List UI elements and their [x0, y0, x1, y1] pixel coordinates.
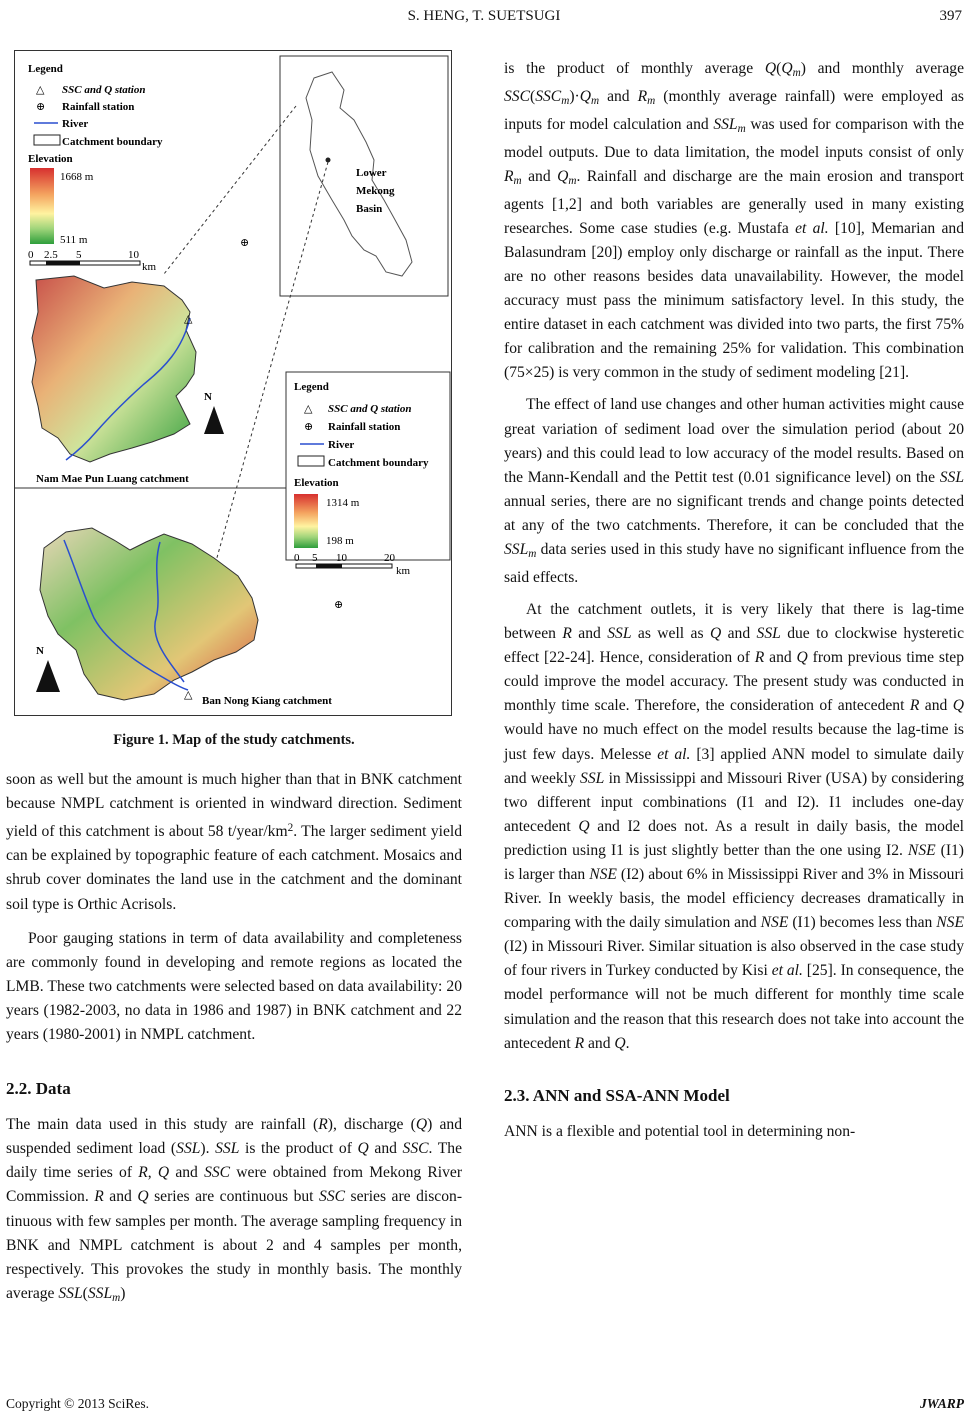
north-arrow-bnk-icon — [36, 660, 60, 692]
nmpl-catchment-shape — [32, 276, 196, 462]
pointer-nmpl — [164, 106, 296, 274]
paragraph: The effect of land use changes and other human activities might cause great variation of sediment load over the simulation period (about 20 years) and this could lead to low accuracy of the model results. Based on the Mann-Kendall and the Pettit test (0.01 significance level) on the SSL annual series, there are no significant trends and change points detected at any of the two catchments. Therefore, it can be concluded that the $SSL_m$ data series used in this study have no significant influence from the said effects. — [504, 396, 964, 586]
elev-high-label: 1668 m — [60, 171, 94, 183]
svg-text:1314 m: 1314 m — [326, 497, 360, 509]
running-header — [0, 4, 968, 34]
section-heading: 2.2. Data — [6, 1079, 71, 1099]
north-arrow-nmpl: N — [204, 391, 212, 403]
svg-text:⊕: ⊕ — [304, 421, 314, 433]
page-footer — [6, 1396, 964, 1412]
svg-text:△: △ — [304, 403, 313, 415]
legend-river-label: River — [62, 118, 89, 130]
nmpl-name: Nam Mae Pun Luang catchment — [36, 473, 189, 485]
legend-title: Legend — [28, 63, 63, 75]
bnk-name: Ban Nong Kiang catchment — [202, 695, 332, 707]
svg-text:10: 10 — [336, 552, 347, 564]
svg-text:River: River — [328, 439, 355, 451]
paragraph: is the product of monthly average $Q(Q_m)$ and monthly average $SSC(SSC_m)\cdot Q_m$ and $R_m$ (monthly average rainfall) were employed as inputs for model calculation and $SSL_m$ was used for comparison with the model outputs. Due to data limitation, the model inputs consist of only $R_m$ and $Q_m$. Rainfall and discharge are the main erosion and transport agents [1,2] and both variables are generally used in many existing researches. Some case studies (e.g. Mustafa et al. [10], Memarian and Balasundram [20]) employ only discharge or rainfall as the input. There are no other reasons besides data unavailability. However, the model accuracy must pass the minimum satisfactory level. In this study, the entire dataset in each catchment was divided into two parts, the first 75% for calibration and the remaining 25% for validation. This combination (75×25) is very common in the study of sediment modeling [21]. — [504, 60, 965, 382]
legend-nmpl — [28, 63, 163, 273]
paragraph: ANN is a flexible and potential tool in determining non- — [504, 1122, 856, 1140]
paragraph: Poor gauging stations in term of data availability and completeness are commonly found in developing and remote regions as located the LMB. These two catchments were selected based on data availability: 20 years (1982-2003, no data in 1986 and 1987) in BNK catchment and 22 years (1980-2001) in NMPL catchment. — [6, 929, 462, 1043]
lmb-label-1: Lower — [356, 167, 387, 179]
legend-boundary-label: Catchment boundary — [62, 136, 163, 148]
figure-caption: Figure 1. Map of the study catchments. — [113, 732, 355, 748]
svg-text:0: 0 — [294, 552, 300, 564]
page-number: 397 — [939, 8, 962, 24]
lmb-label-3: Basin — [356, 203, 383, 215]
paragraph: The main data used in this study are rainfall (R), discharge (Q) and suspended sediment load (SSL). SSL is the product of Q and SSC. The daily time series of R, Q and SSC were obtained from Mekong River Commission. R and Q series are continuous but SSC series are discontinuous with few samples per month. The average sampling frequency in BNK and NMPL catchment is about 2 and 4 samples per month, respectively. This provokes the study in monthly basis. The monthly average $SSL(SSL_m)$ — [6, 1116, 463, 1304]
svg-text:5: 5 — [312, 552, 318, 564]
legend-station-label: SSC and Q station — [62, 84, 146, 96]
nmpl-station-icon: △ — [184, 313, 193, 325]
scale-tick: 10 — [128, 249, 139, 261]
left-column — [6, 768, 462, 1310]
svg-text:198 m: 198 m — [326, 535, 354, 547]
scale-unit: km — [142, 261, 157, 273]
north-arrow-bnk: N — [36, 645, 44, 657]
svg-text:Elevation: Elevation — [294, 477, 339, 489]
section-heading: 2.3. ANN and SSA-ANN Model — [504, 1085, 730, 1105]
scale-tick: 2.5 — [44, 249, 58, 261]
scale-tick: 5 — [76, 249, 82, 261]
elevation-title: Elevation — [28, 153, 73, 165]
rainfall-icon: ⊕ — [36, 101, 46, 113]
study-map-figure — [14, 50, 452, 716]
svg-text:Legend: Legend — [294, 381, 329, 393]
bnk-catchment-shape — [40, 528, 258, 700]
svg-text:SSC and Q station: SSC and Q station — [328, 403, 412, 415]
elevation-ramp — [30, 168, 54, 244]
map-svg — [14, 50, 452, 716]
svg-text:Catchment boundary: Catchment boundary — [328, 457, 429, 469]
scale-tick: 0 — [28, 249, 34, 261]
copyright: Copyright © 2013 SciRes. — [6, 1396, 150, 1411]
lmb-label-2: Mekong — [356, 185, 395, 197]
boundary-icon — [34, 135, 60, 145]
svg-text:Rainfall station: Rainfall station — [328, 421, 401, 433]
right-column — [504, 57, 964, 1144]
svg-text:km: km — [396, 565, 411, 577]
rainfall-station-icon-bnk: ⊕ — [334, 599, 344, 611]
elev-low-label: 511 m — [60, 234, 88, 246]
svg-text:20: 20 — [384, 552, 395, 564]
paragraph: soon as well but the amount is much higher than that in BNK catchment because NMPL catchment is oriented in windward direction. Sediment yield of this catchment is about 58 $t/year/km^2$. The larger sediment yield can be explained by topographic feature of each catchment. Mosaics and shrub cover dominates the land use in the catchment and the dominant soil type is Orthic Acrisols. — [6, 771, 462, 913]
rainfall-station-icon: ⊕ — [240, 237, 250, 249]
journal-name: JWARP — [919, 1396, 964, 1411]
paragraph: At the catchment outlets, it is very likely that there is lag-time between R and SSL as well as Q and SSL due to clockwise hysteretic effect [22-24]. Hence, consideration of R and Q from previous time step could improve the model accuracy. The present study was conducted in monthly time scale. Therefore, the consideration of antecedent R and Q would have no much effect on the model results because the lag-time is just few days. Melesse et al. [3] applied ANN model to simulate daily and weekly SSL in Mississippi and Missouri River (USA) by considering two different input combinations (I1 and I2). I1 includes one-day antecedent Q and I2 does not. As a result in daily basis, the model prediction using I1 is just slightly better than the one using I2. NSE (I1) is larger than NSE (I2) about 6% in Mississippi River and 3% in Missouri River. In weekly basis, the model efficiency decreases dramatically in comparing with the daily simulation and NSE (I1) becomes less than NSE (I2) in Missouri River. Similar situation is also observed in the case study of four rivers in Turkey conducted by Kisi et al. [25]. In consequence, the model performance will not be much different for monthly time scale simulation and the reason that this research does not take into account the antecedent R and Q. — [504, 600, 965, 1052]
legend-rain-label: Rainfall station — [62, 101, 135, 113]
bnk-station-icon: △ — [184, 689, 193, 701]
running-header-authors: S. HENG, T. SUETSUGI — [407, 8, 561, 24]
lmb-location-dot — [326, 158, 331, 163]
north-arrow-icon — [204, 406, 224, 434]
station-icon: △ — [36, 84, 45, 96]
